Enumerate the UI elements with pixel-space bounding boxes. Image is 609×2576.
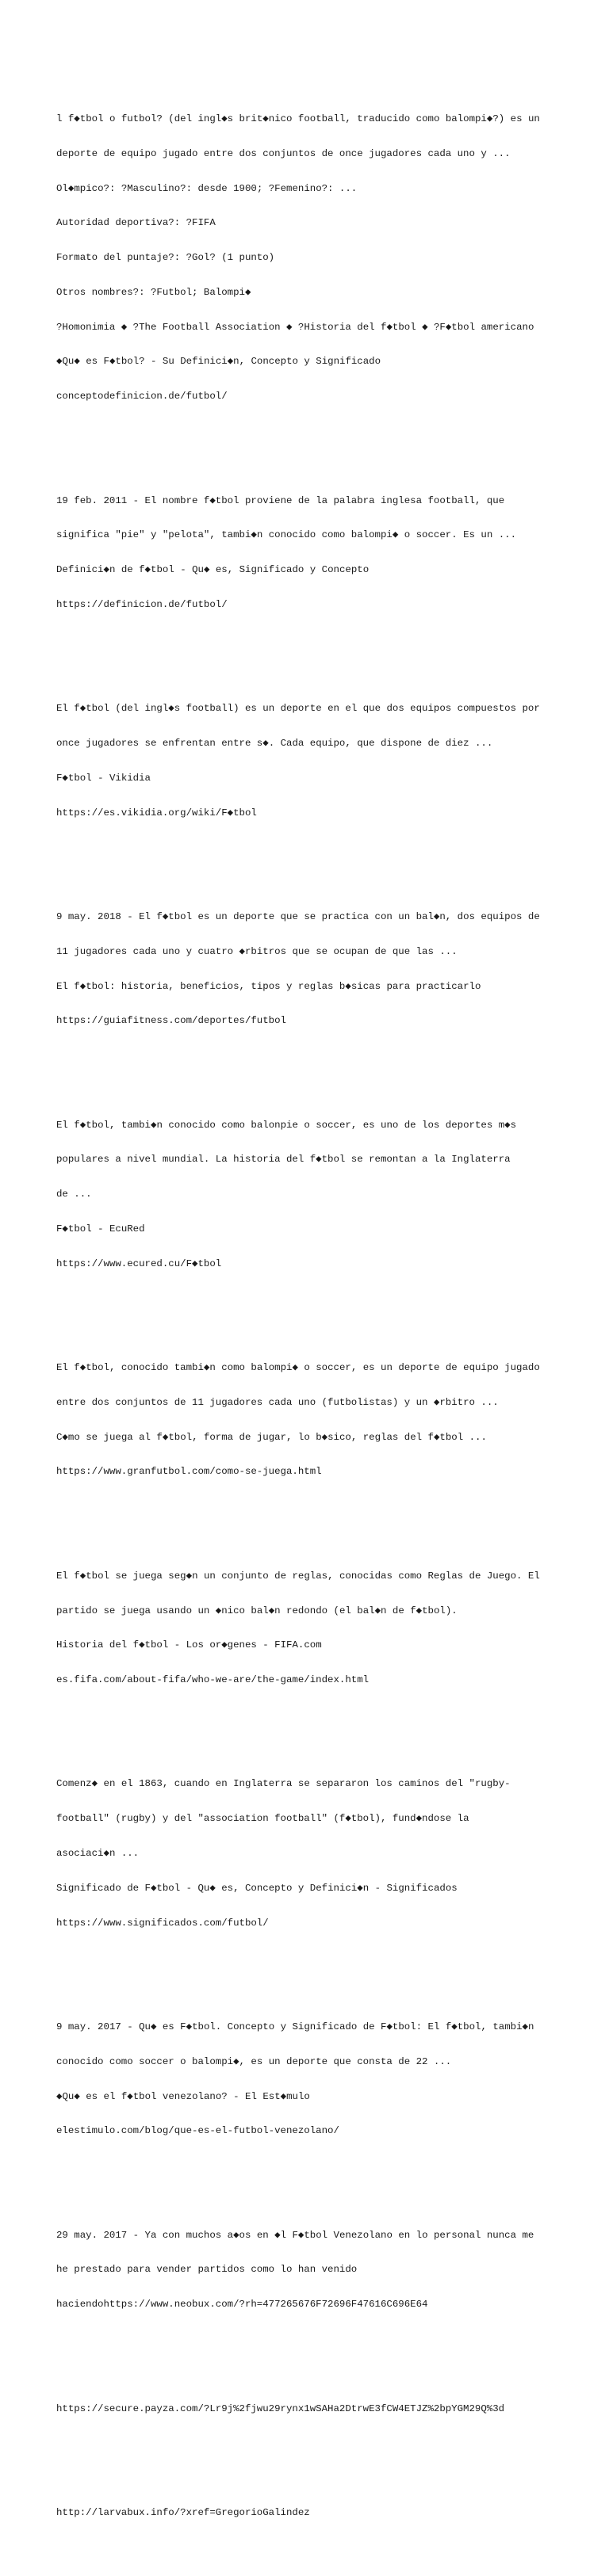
result-title: F◆tbol - EcuRed <box>56 1223 145 1235</box>
text-line: El f◆tbol, tambi◆n conocido como balonpie o soccer, es uno de los deportes m◆s <box>56 1119 517 1131</box>
text-line: Formato del puntaje?: ?Gol? (1 punto) <box>56 252 275 264</box>
text-line: significa "pie" y "pelota", tambi◆n conocido como balompi◆ o soccer. Es un ... <box>56 529 517 541</box>
paragraph-elestimulo <box>56 1998 596 2160</box>
text-line: 19 feb. 2011 - El nombre f◆tbol proviene de la palabra inglesa football, que <box>56 494 505 506</box>
paragraph-definicion <box>56 471 596 633</box>
text-line: he prestado para vender partidos como lo han venido <box>56 2264 358 2276</box>
result-url: es.fifa.com/about-fifa/who-we-are/the-game/index.html <box>56 1674 370 1686</box>
text-line: deporte de equipo jugado entre dos conjuntos de once jugadores cada uno y ... <box>56 147 511 159</box>
text-line: 29 may. 2017 - Ya con muchos a◆os en ◆l F◆tbol Venezolano en lo personal nunca me <box>56 2229 534 2241</box>
paragraph-granfutbol <box>56 1339 596 1501</box>
text-line: conocido como soccer o balompi◆, es un deporte que consta de 22 ... <box>56 2055 452 2067</box>
result-title: ◆Qu◆ es F◆tbol? - Su Definici◆n, Concepto y Significado <box>56 356 381 368</box>
paragraph-larvabux-link <box>56 2484 596 2542</box>
result-title: C◆mo se juega al f◆tbol, forma de jugar, lo b◆sico, reglas del f◆tbol ... <box>56 1431 487 1443</box>
paragraph-wikipedia-futbol <box>56 90 596 426</box>
result-url: https://definicion.de/futbol/ <box>56 598 228 610</box>
paragraph-payza-link <box>56 2379 596 2437</box>
text-line: Autoridad deportiva?: ?FIFA <box>56 217 216 229</box>
text-line: asociaci◆n ... <box>56 1848 140 1860</box>
text-line: partido se juega usando un ◆nico bal◆n redondo (el bal◆n de f◆tbol). <box>56 1605 458 1616</box>
paragraph-fifa <box>56 1548 596 1709</box>
result-url: https://guiafitness.com/deportes/futbol <box>56 1015 286 1027</box>
text-line: football" (rugby) y del "association football" (f◆tbol), fund◆ndose la <box>56 1813 469 1825</box>
paragraph-vikidia <box>56 680 596 841</box>
text-line: El f◆tbol (del ingl◆s football) es un deporte en el que dos equipos compuestos por <box>56 703 540 715</box>
text-line: Ol◆mpico?: ?Masculino?: desde 1900; ?Femenino?: ... <box>56 182 358 194</box>
text-line: Otros nombres?: ?Futbol; Balompi◆ <box>56 286 251 298</box>
text-line: 9 may. 2018 - El f◆tbol es un deporte que se practica con un bal◆n, dos equipos de <box>56 910 540 922</box>
text-line: populares a nivel mundial. La historia del f◆tbol se remontan a la Inglaterra <box>56 1154 511 1166</box>
result-title: Historia del f◆tbol - Los or◆genes - FIFA.com <box>56 1639 322 1651</box>
text-line: entre dos conjuntos de 11 jugadores cada uno (futbolistas) y un ◆rbitro ... <box>56 1396 499 1408</box>
result-url: elestimulo.com/blog/que-es-el-futbol-venezolano/ <box>56 2125 339 2137</box>
result-title: F◆tbol - Vikidia <box>56 772 151 784</box>
result-url: https://www.significados.com/futbol/ <box>56 1917 269 1929</box>
text-line: once jugadores se enfrentan entre s◆. Cada equipo, que dispone de diez ... <box>56 738 493 750</box>
text-line: de ... <box>56 1189 92 1200</box>
result-url: https://www.granfutbol.com/como-se-juega.html <box>56 1466 322 1478</box>
result-title: Significado de F◆tbol - Qu◆ es, Concepto y Definici◆n - Significados <box>56 1882 458 1894</box>
text-line: 9 may. 2017 - Qu◆ es F◆tbol. Concepto y Significado de F◆tbol: El f◆tbol, tambi◆n <box>56 2021 534 2032</box>
result-title: ◆Qu◆ es el f◆tbol venezolano? - El Est◆mulo <box>56 2090 310 2102</box>
text-line: l f◆tbol o futbol? (del ingl◆s brit◆nico football, traducido como balompi◆?) es un <box>56 113 540 124</box>
result-title: El f◆tbol: historia, beneficios, tipos y reglas b◆sicas para practicarlo <box>56 980 481 992</box>
text-line: El f◆tbol, conocido tambi◆n como balompi◆ o soccer, es un deporte de equipo jugado <box>56 1362 540 1374</box>
paragraph-significados <box>56 1755 596 1952</box>
text-line: El f◆tbol se juega seg◆n un conjunto de reglas, conocidas como Reglas de Juego. El <box>56 1570 540 1582</box>
result-title: Definici◆n de f◆tbol - Qu◆ es, Significado y Concepto <box>56 564 370 576</box>
result-url: https://www.ecured.cu/F◆tbol <box>56 1257 222 1269</box>
paragraph-ecured <box>56 1096 596 1292</box>
text-line: Comenz◆ en el 1863, cuando en Inglaterra se separaron los caminos del "rugby- <box>56 1778 511 1790</box>
text-line: 11 jugadores cada uno y cuatro ◆rbitros que se ocupan de que las ... <box>56 945 458 957</box>
text-line: haciendohttps://www.neobux.com/?rh=477265676F72696F47616C696E64 <box>56 2299 428 2311</box>
paragraph-guiafitness <box>56 888 596 1050</box>
paragraph-venezolano <box>56 2206 596 2334</box>
result-url: http://larvabux.info/?xref=GregorioGalindez <box>56 2506 310 2518</box>
result-url: conceptodefinicion.de/futbol/ <box>56 391 228 403</box>
document-body <box>56 55 596 2576</box>
result-url: https://secure.payza.com/?Lr9j%2fjwu29rynx1wSAHa2DtrwE3fCW4ETJZ%2bpYGM29Q%3d <box>56 2402 505 2414</box>
text-line: ?Homonimia ◆ ?The Football Association ◆ ?Historia del f◆tbol ◆ ?F◆tbol americano <box>56 321 534 333</box>
result-url: https://es.vikidia.org/wiki/F◆tbol <box>56 807 257 819</box>
